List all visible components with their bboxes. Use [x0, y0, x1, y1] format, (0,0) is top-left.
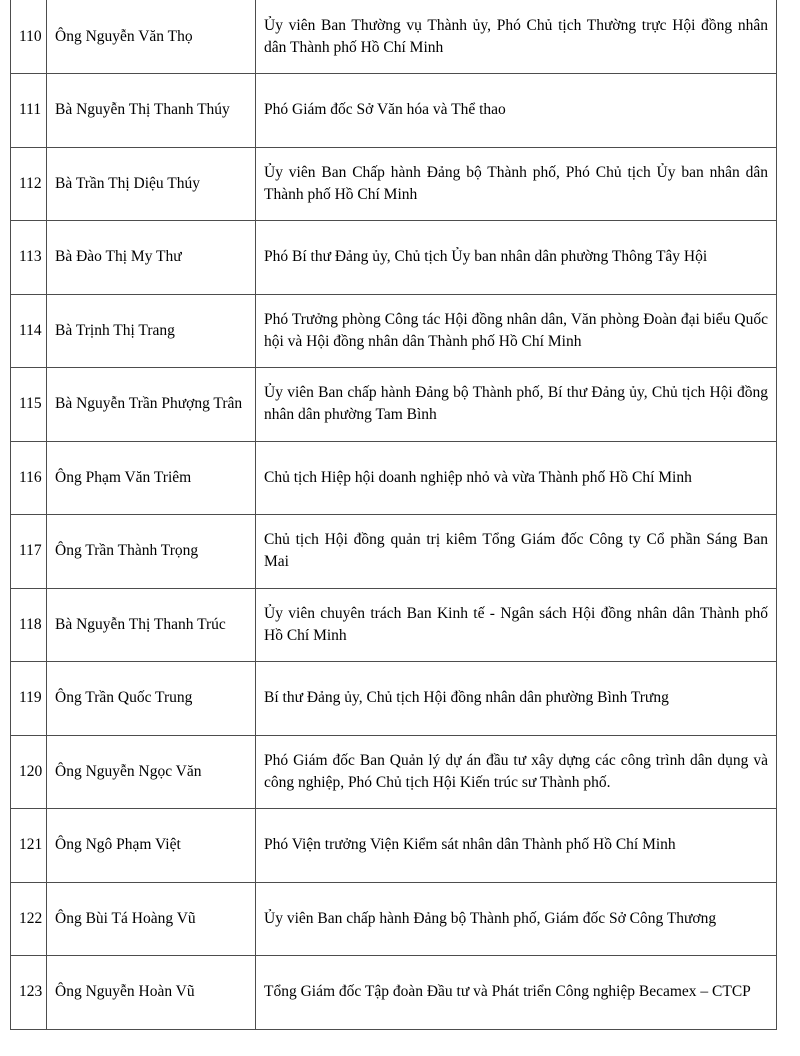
table-row	[11, 74, 777, 148]
table-row	[11, 882, 777, 956]
person-name-cell: Bà Nguyễn Thị Thanh Thúy	[47, 74, 256, 148]
table-row	[11, 956, 777, 1030]
row-number-cell: 111	[11, 74, 47, 148]
person-name-cell: Bà Trịnh Thị Trang	[47, 294, 256, 368]
table-row	[11, 809, 777, 883]
person-position-cell: Ủy viên chuyên trách Ban Kinh tế - Ngân sách Hội đồng nhân dân Thành phố Hồ Chí Minh	[256, 588, 777, 662]
person-name-cell: Ông Bùi Tá Hoàng Vũ	[47, 882, 256, 956]
table-row	[11, 147, 777, 221]
row-number-cell: 121	[11, 809, 47, 883]
person-name-cell: Ông Trần Quốc Trung	[47, 662, 256, 736]
person-name-cell: Ông Nguyễn Ngọc Văn	[47, 735, 256, 809]
person-position-cell: Phó Giám đốc Ban Quản lý dự án đầu tư xây dựng các công trình dân dụng và công nghiệp, Phó Chủ tịch Hội Kiến trúc sư Thành phố.	[256, 735, 777, 809]
person-name-cell: Ông Nguyễn Văn Thọ	[47, 0, 256, 74]
person-name-cell: Bà Đào Thị My Thư	[47, 221, 256, 295]
person-name-cell: Bà Trần Thị Diệu Thúy	[47, 147, 256, 221]
row-number-cell: 115	[11, 368, 47, 442]
person-name-cell: Ông Nguyễn Hoàn Vũ	[47, 956, 256, 1030]
person-position-cell: Bí thư Đảng ủy, Chủ tịch Hội đồng nhân dân phường Bình Trưng	[256, 662, 777, 736]
row-number-cell: 114	[11, 294, 47, 368]
row-number-cell: 110	[11, 0, 47, 74]
row-number-cell: 116	[11, 441, 47, 515]
row-number-cell: 118	[11, 588, 47, 662]
person-name-cell: Ông Phạm Văn Triêm	[47, 441, 256, 515]
person-position-cell: Ủy viên Ban chấp hành Đảng bộ Thành phố, Bí thư Đảng ủy, Chủ tịch Hội đồng nhân dân phường Tam Bình	[256, 368, 777, 442]
person-position-cell: Ủy viên Ban Thường vụ Thành ủy, Phó Chủ tịch Thường trực Hội đồng nhân dân Thành phố Hồ Chí Minh	[256, 0, 777, 74]
table-row	[11, 221, 777, 295]
person-position-cell: Chủ tịch Hội đồng quản trị kiêm Tổng Giám đốc Công ty Cổ phần Sáng Ban Mai	[256, 515, 777, 589]
person-name-cell: Ông Ngô Phạm Việt	[47, 809, 256, 883]
row-number-cell: 117	[11, 515, 47, 589]
table-row	[11, 294, 777, 368]
person-position-cell: Phó Giám đốc Sở Văn hóa và Thể thao	[256, 74, 777, 148]
person-name-cell: Ông Trần Thành Trọng	[47, 515, 256, 589]
table-row	[11, 662, 777, 736]
row-number-cell: 122	[11, 882, 47, 956]
person-position-cell: Phó Bí thư Đảng ủy, Chủ tịch Ủy ban nhân dân phường Thông Tây Hội	[256, 221, 777, 295]
person-position-cell: Tổng Giám đốc Tập đoàn Đầu tư và Phát triển Công nghiệp Becamex – CTCP	[256, 956, 777, 1030]
person-position-cell: Phó Trưởng phòng Công tác Hội đồng nhân dân, Văn phòng Đoàn đại biểu Quốc hội và Hội đồng nhân dân Thành phố Hồ Chí Minh	[256, 294, 777, 368]
person-position-cell: Ủy viên Ban Chấp hành Đảng bộ Thành phố, Phó Chủ tịch Ủy ban nhân dân Thành phố Hồ Chí Minh	[256, 147, 777, 221]
person-name-cell: Bà Nguyễn Trần Phượng Trân	[47, 368, 256, 442]
person-name-cell: Bà Nguyễn Thị Thanh Trúc	[47, 588, 256, 662]
table-row	[11, 441, 777, 515]
person-position-cell: Phó Viện trưởng Viện Kiểm sát nhân dân Thành phố Hồ Chí Minh	[256, 809, 777, 883]
row-number-cell: 112	[11, 147, 47, 221]
person-position-cell: Ủy viên Ban chấp hành Đảng bộ Thành phố, Giám đốc Sở Công Thương	[256, 882, 777, 956]
person-position-cell: Chủ tịch Hiệp hội doanh nghiệp nhỏ và vừa Thành phố Hồ Chí Minh	[256, 441, 777, 515]
row-number-cell: 119	[11, 662, 47, 736]
row-number-cell: 120	[11, 735, 47, 809]
table-row	[11, 368, 777, 442]
row-number-cell: 123	[11, 956, 47, 1030]
table-row	[11, 0, 777, 74]
table-row	[11, 515, 777, 589]
row-number-cell: 113	[11, 221, 47, 295]
table-row	[11, 588, 777, 662]
table-row	[11, 735, 777, 809]
table-body	[11, 0, 777, 1029]
officials-table	[10, 0, 777, 1030]
